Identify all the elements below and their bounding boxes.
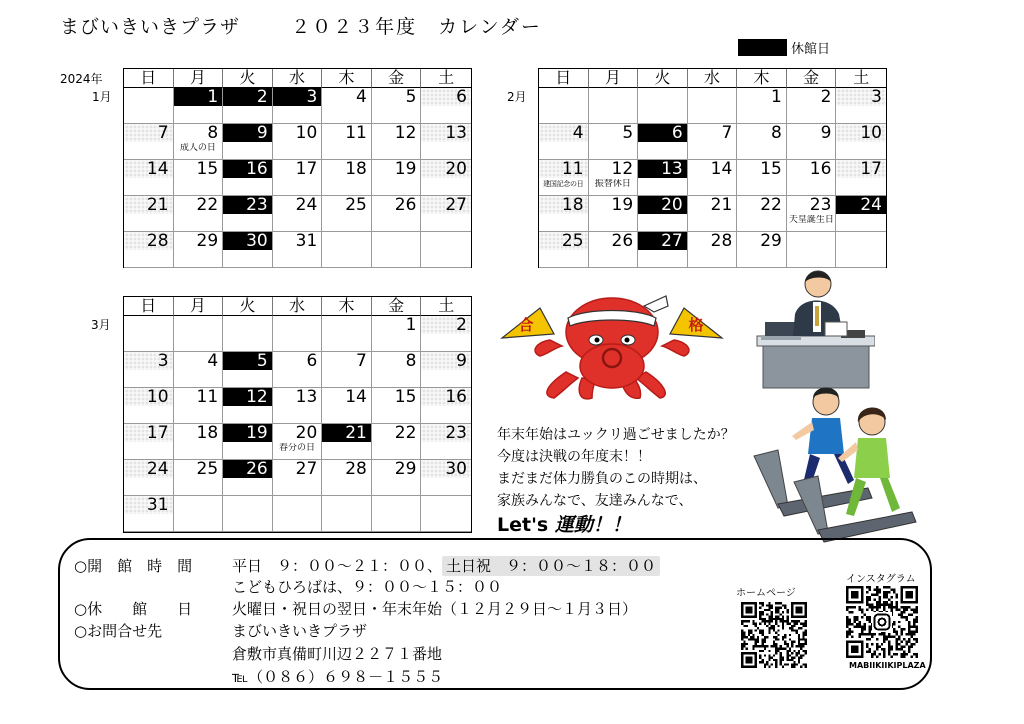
day-number: 7 [721, 123, 733, 143]
day-number: 10 [124, 388, 173, 406]
day-cell [124, 196, 174, 232]
day-cell [273, 316, 323, 352]
day-number: 29 [394, 459, 417, 479]
closed-day-number: 9 [223, 124, 272, 142]
day-cell [737, 88, 787, 124]
day-number: 25 [345, 195, 367, 215]
closed-day-legend-label: 休館日 [791, 41, 831, 57]
day-cell [273, 388, 323, 424]
day-cell [421, 388, 471, 424]
boy-runner-figure [792, 388, 854, 489]
octopus-illustration [496, 292, 728, 404]
day-number: 29 [196, 231, 219, 251]
day-number: 31 [295, 231, 318, 251]
calendar-january [123, 68, 472, 268]
kids-area-hours: こどもひろばは、９：００～１５：００ [232, 578, 503, 596]
day-cell [372, 424, 422, 460]
day-number: 4 [207, 351, 219, 371]
holiday-note: 天皇誕生日 [788, 215, 834, 225]
day-cell [124, 424, 174, 460]
opening-hours-row [74, 555, 660, 576]
weekday-header: 月 [174, 69, 224, 88]
day-cell [322, 160, 372, 196]
day-cell [174, 124, 224, 160]
day-cell [421, 160, 471, 196]
day-cell [124, 160, 174, 196]
day-cell [223, 424, 273, 460]
day-cell [223, 316, 273, 352]
closed-days-row [74, 598, 637, 619]
contact-name: まびいきいきプラザ [232, 622, 368, 640]
day-cell [638, 160, 688, 196]
day-cell [421, 196, 471, 232]
day-cell [322, 196, 372, 232]
day-number: 14 [345, 387, 367, 407]
day-cell [421, 496, 471, 532]
day-cell [539, 196, 589, 232]
day-number: 28 [710, 231, 733, 251]
weekday-header: 日 [539, 69, 589, 88]
day-number: 6 [421, 88, 471, 106]
day-number: 12 [611, 159, 634, 179]
day-number: 3 [124, 352, 173, 370]
day-number: 12 [394, 123, 417, 143]
month-label-january: 1月 [92, 90, 112, 104]
day-cell [223, 124, 273, 160]
day-cell [589, 160, 639, 196]
day-cell [174, 424, 224, 460]
day-cell [273, 160, 323, 196]
day-cell [273, 232, 323, 268]
message-line: 今度は決戦の年度末！！ [497, 449, 651, 465]
day-cell [372, 124, 422, 160]
weekday-header: 木 [322, 297, 372, 316]
office-worker-illustration [755, 262, 875, 392]
day-cell [589, 196, 639, 232]
day-number: 2 [421, 316, 471, 334]
day-number: 19 [394, 159, 417, 179]
day-number: 8 [405, 351, 417, 371]
day-cell [421, 88, 471, 124]
contact-row [74, 620, 367, 641]
holiday-hours: 土日祝 ９：００～１８：００ [442, 556, 660, 576]
day-cell [174, 496, 224, 532]
message-line: 家族みんなで、友達みんなで、 [497, 493, 693, 509]
day-number: 15 [394, 387, 417, 407]
day-number: 24 [295, 195, 318, 215]
closed-day-number: 13 [638, 160, 687, 178]
treadmill-runners-illustration [748, 380, 924, 556]
day-cell [322, 352, 372, 388]
closed-day-number: 26 [223, 460, 272, 478]
lets-text: Let's [497, 514, 549, 536]
day-cell [174, 316, 224, 352]
day-cell [322, 388, 372, 424]
year-label: 2024年 [60, 72, 103, 86]
day-number: 4 [356, 87, 367, 107]
instagram-handle: MABIIKIIKIPLAZA [849, 661, 926, 670]
day-cell [638, 88, 688, 124]
contact-address: 倉敷市真備町川辺２２７１番地 [232, 645, 443, 663]
day-cell [223, 388, 273, 424]
day-number: 23 [809, 195, 832, 215]
day-number: 22 [394, 423, 417, 443]
day-cell [589, 88, 639, 124]
weekday-hours: 平日 ９：００～２１：００、 [232, 557, 443, 575]
day-cell [589, 232, 639, 268]
day-cell [638, 196, 688, 232]
closed-day-number: 24 [836, 196, 886, 214]
day-number: 18 [345, 159, 367, 179]
day-cell [273, 496, 323, 532]
day-cell [322, 232, 372, 268]
day-number: 26 [394, 195, 417, 215]
day-number: 25 [539, 232, 588, 250]
day-cell [322, 496, 372, 532]
weekday-header: 土 [421, 69, 471, 88]
weekday-header: 月 [174, 297, 224, 316]
day-cell [539, 232, 589, 268]
day-cell [787, 196, 837, 232]
day-cell [124, 124, 174, 160]
day-cell [174, 196, 224, 232]
day-number: 22 [196, 195, 219, 215]
calendar-february [538, 68, 887, 268]
weekday-header: 水 [273, 297, 323, 316]
closed-day-number: 21 [322, 424, 371, 442]
day-number: 14 [710, 159, 733, 179]
closed-day-number: 5 [223, 352, 272, 370]
day-number: 7 [356, 351, 367, 371]
day-number: 3 [836, 88, 886, 106]
weekday-header: 土 [421, 297, 471, 316]
weekday-header: 火 [223, 69, 273, 88]
day-cell [836, 88, 886, 124]
fan-left-char: 合 [518, 316, 534, 334]
day-number: 11 [539, 160, 588, 178]
day-number: 29 [760, 231, 782, 251]
day-number: 21 [710, 195, 733, 215]
day-cell [322, 316, 372, 352]
day-cell [124, 352, 174, 388]
day-cell [688, 196, 738, 232]
closed-days-text: 火曜日・祝日の翌日・年末年始（１２月２９日～１月３日） [232, 600, 638, 618]
instagram-qr-label: インスタグラム [846, 574, 916, 585]
day-cell [124, 460, 174, 496]
day-cell [539, 160, 589, 196]
day-number: 27 [421, 196, 471, 214]
day-number: 24 [124, 460, 173, 478]
day-cell [638, 124, 688, 160]
calendar-grid [539, 69, 886, 267]
weekday-header: 金 [787, 69, 837, 88]
day-cell [836, 160, 886, 196]
closed-day-number: 30 [223, 232, 272, 250]
month-label-february: 2月 [507, 90, 527, 104]
day-cell [421, 316, 471, 352]
day-cell [174, 460, 224, 496]
day-cell [372, 316, 422, 352]
closed-day-number: 27 [638, 232, 687, 250]
day-number: 10 [836, 124, 886, 142]
day-cell [539, 88, 589, 124]
holiday-note: 成人の日 [179, 143, 216, 153]
day-cell [174, 388, 224, 424]
homepage-qr-label: ホームページ [736, 588, 796, 599]
day-cell [688, 160, 738, 196]
day-number: 11 [345, 123, 367, 143]
day-cell [421, 424, 471, 460]
day-cell [787, 88, 837, 124]
closed-day-number: 16 [223, 160, 272, 178]
message-line: 年末年始はユックリ過ごせましたか？ [497, 427, 735, 443]
day-number: 18 [196, 423, 219, 443]
day-cell [174, 352, 224, 388]
day-cell [688, 124, 738, 160]
day-number: 6 [306, 351, 318, 371]
document-title [60, 12, 542, 39]
undo-text: 運動！！ [554, 514, 631, 536]
qr-pattern [846, 586, 918, 658]
day-cell [174, 160, 224, 196]
closed-days-label: ○休 館 日 [74, 600, 193, 618]
day-cell [638, 232, 688, 268]
day-cell [124, 388, 174, 424]
day-cell [836, 196, 886, 232]
closed-day-swatch [738, 39, 787, 56]
day-cell [372, 388, 422, 424]
facility-name: まびいきいきプラザ [60, 16, 241, 38]
day-number: 14 [124, 160, 173, 178]
day-cell [787, 160, 837, 196]
day-cell [273, 196, 323, 232]
weekday-header: 火 [638, 69, 688, 88]
day-cell [372, 160, 422, 196]
day-cell [421, 232, 471, 268]
day-number: 21 [124, 196, 173, 214]
day-number: 17 [295, 159, 318, 179]
day-cell [737, 196, 787, 232]
day-cell [273, 424, 323, 460]
day-number: 23 [421, 424, 471, 442]
day-cell [273, 460, 323, 496]
closed-day-number: 19 [223, 424, 272, 442]
day-cell [688, 88, 738, 124]
weekday-header: 木 [737, 69, 787, 88]
day-number: 17 [124, 424, 173, 442]
day-number: 17 [836, 160, 886, 178]
day-cell [223, 352, 273, 388]
day-cell [322, 88, 372, 124]
day-number: 4 [539, 124, 588, 142]
day-number: 8 [771, 123, 782, 143]
day-number: 15 [760, 159, 782, 179]
day-number: 1 [771, 87, 782, 107]
day-cell [539, 124, 589, 160]
day-cell [372, 232, 422, 268]
day-cell [421, 352, 471, 388]
day-cell [273, 124, 323, 160]
day-number: 16 [809, 159, 832, 179]
day-cell [223, 196, 273, 232]
closed-day-number: 6 [638, 124, 687, 142]
day-number: 13 [421, 124, 471, 142]
day-cell [174, 88, 224, 124]
day-number: 1 [405, 315, 417, 335]
calendar-year-title: ２０２３年度 カレンダー [291, 16, 542, 38]
day-number: 20 [421, 160, 471, 178]
day-number: 27 [295, 459, 318, 479]
day-number: 9 [820, 123, 832, 143]
day-cell [223, 232, 273, 268]
fan-right-char: 格 [688, 316, 704, 334]
day-cell [322, 124, 372, 160]
day-cell [273, 88, 323, 124]
day-number: 10 [295, 123, 318, 143]
day-number: 31 [124, 496, 173, 514]
day-number: 28 [124, 232, 173, 250]
homepage-qr-code[interactable] [741, 602, 807, 668]
weekday-header: 木 [322, 69, 372, 88]
opening-hours-label: ○開 館 時 間 [74, 557, 193, 575]
weekday-header: 月 [589, 69, 639, 88]
day-number: 7 [124, 124, 173, 142]
day-number: 15 [196, 159, 219, 179]
day-cell [273, 352, 323, 388]
worker-figure [793, 271, 847, 336]
weekday-header: 金 [372, 297, 422, 316]
closed-day-number: 1 [174, 88, 223, 106]
day-cell [124, 88, 174, 124]
closed-day-legend [738, 38, 830, 56]
day-cell [124, 232, 174, 268]
day-cell [322, 424, 372, 460]
calendar-march [123, 296, 472, 533]
holiday-note: 振替休日 [594, 179, 631, 189]
day-number: 16 [421, 388, 471, 406]
calendar-grid [124, 69, 471, 267]
day-cell [787, 124, 837, 160]
day-cell [372, 88, 422, 124]
day-cell [124, 496, 174, 532]
weekday-header: 金 [372, 69, 422, 88]
day-cell [737, 160, 787, 196]
lets-exercise-slogan [497, 514, 735, 536]
closed-day-number: 23 [223, 196, 272, 214]
day-number: 20 [295, 423, 318, 443]
day-cell [223, 460, 273, 496]
day-number: 28 [345, 459, 367, 479]
fan-right-icon [670, 308, 722, 338]
day-cell [421, 124, 471, 160]
fan-left-icon [502, 308, 554, 338]
closed-day-number: 20 [638, 196, 687, 214]
closed-day-number: 12 [223, 388, 272, 406]
weekday-header: 土 [836, 69, 886, 88]
day-number: 2 [820, 87, 832, 107]
day-cell [223, 496, 273, 532]
weekday-header: 水 [688, 69, 738, 88]
day-cell [322, 460, 372, 496]
closed-day-number: 2 [223, 88, 272, 106]
day-number: 5 [622, 123, 634, 143]
message-line: まだまだ体力勝負のこの時期は、 [497, 471, 707, 487]
day-cell [372, 352, 422, 388]
day-cell [836, 124, 886, 160]
day-cell [174, 232, 224, 268]
day-cell [372, 460, 422, 496]
seasonal-message [497, 424, 735, 536]
day-number: 11 [196, 387, 219, 407]
holiday-note: 建国記念の日 [543, 180, 584, 188]
day-number: 18 [539, 196, 588, 214]
contact-phone: ℡（０８６）６９８－１５５５ [232, 668, 444, 686]
closed-day-number: 3 [273, 88, 322, 106]
contact-label: ○お問合せ先 [74, 622, 163, 640]
day-cell [223, 160, 273, 196]
facility-info-box [58, 538, 932, 690]
day-number: 9 [421, 352, 471, 370]
weekday-header: 日 [124, 297, 174, 316]
day-number: 22 [760, 195, 782, 215]
calendar-grid [124, 297, 471, 532]
day-cell [372, 496, 422, 532]
weekday-header: 日 [124, 69, 174, 88]
day-number: 5 [405, 87, 417, 107]
day-number: 26 [611, 231, 634, 251]
day-number: 13 [295, 387, 318, 407]
day-number: 19 [611, 195, 634, 215]
weekday-header: 火 [223, 297, 273, 316]
holiday-note: 春分の日 [278, 443, 315, 453]
weekday-header: 水 [273, 69, 323, 88]
day-cell [421, 460, 471, 496]
day-number: 25 [196, 459, 219, 479]
day-cell [124, 316, 174, 352]
instagram-qr-code[interactable] [846, 586, 918, 658]
day-cell [737, 124, 787, 160]
day-cell [688, 232, 738, 268]
month-label-march: 3月 [91, 318, 111, 332]
qr-pattern [741, 602, 807, 668]
day-number: 8 [207, 123, 219, 143]
day-number: 30 [421, 460, 471, 478]
day-cell [589, 124, 639, 160]
day-cell [223, 88, 273, 124]
day-cell [372, 196, 422, 232]
